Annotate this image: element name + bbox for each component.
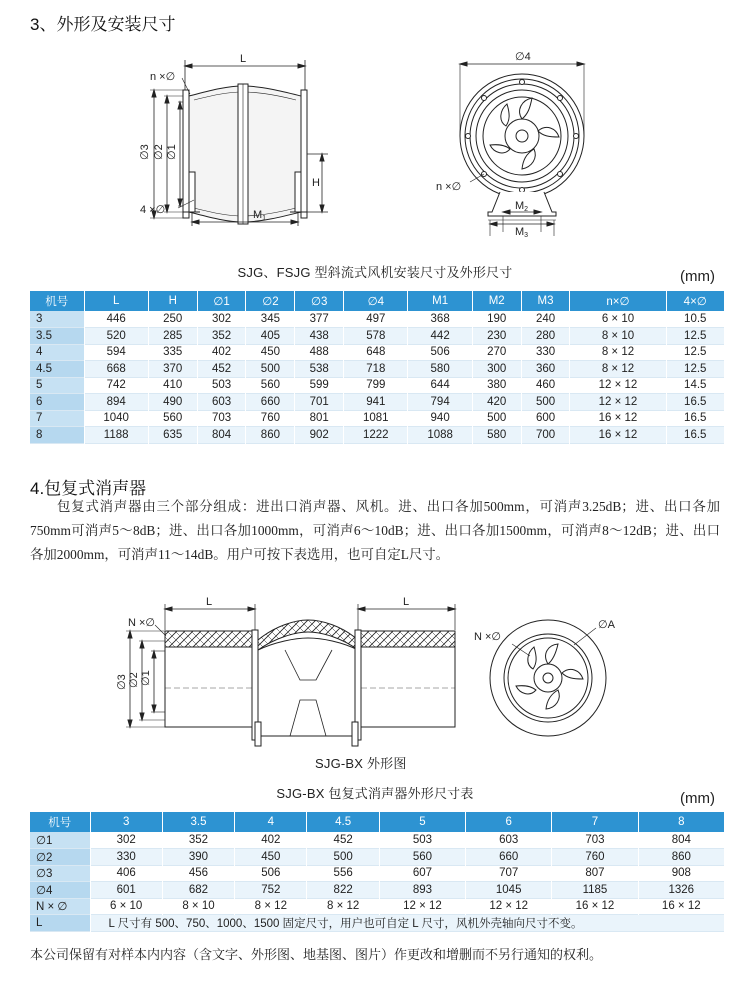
table-cell: 12.5: [666, 328, 725, 345]
table-cell: 420: [472, 394, 521, 411]
table-cell: 682: [162, 882, 234, 899]
table-cell: 520: [84, 328, 148, 345]
table-cell: 1326: [638, 882, 724, 899]
table-row-L: [30, 915, 725, 932]
table-cell: 556: [307, 865, 379, 882]
table-cell: 452: [307, 832, 379, 849]
row-label-cell: 3.5: [30, 328, 84, 345]
diagram2-caption: SJG-BX 外形图: [315, 756, 407, 771]
table-cell: 438: [295, 328, 344, 345]
table-cell: 285: [148, 328, 197, 345]
table-row: [30, 377, 725, 394]
table-cell: 668: [84, 361, 148, 378]
table-cell: 603: [466, 832, 552, 849]
table-header-cell: H: [148, 291, 197, 311]
table-header-cell: 5: [379, 812, 465, 832]
table-cell: 12 × 12: [379, 898, 465, 915]
table-cell: 560: [379, 849, 465, 866]
table-header-cell: M2: [472, 291, 521, 311]
table-cell: 405: [246, 328, 295, 345]
dim-d1-bx: ∅1: [140, 670, 152, 686]
table-cell: 635: [148, 427, 197, 444]
table-cell: 807: [552, 865, 638, 882]
row-label-cell: 8: [30, 427, 84, 444]
table-cell: 1222: [344, 427, 408, 444]
table-cell: 302: [90, 832, 162, 849]
row-label-cell: N × ∅: [30, 898, 90, 915]
table-cell: 1040: [84, 410, 148, 427]
table-cell: 894: [84, 394, 148, 411]
table-header-cell: 4×∅: [666, 291, 725, 311]
table-cell: 497: [344, 311, 408, 328]
table-cell: 8 × 12: [570, 361, 666, 378]
table-cell: 752: [235, 882, 307, 899]
table-cell: 250: [148, 311, 197, 328]
table-cell: 406: [90, 865, 162, 882]
table-header-cell: 6: [466, 812, 552, 832]
row-label-cell: 6: [30, 394, 84, 411]
table-cell: 8 × 12: [570, 344, 666, 361]
table-cell: 902: [295, 427, 344, 444]
dim-dA: ∅A: [598, 619, 615, 631]
table-cell: 300: [472, 361, 521, 378]
table-row: [30, 865, 725, 882]
table-header-cell: 7: [552, 812, 638, 832]
table-header-cell: M3: [521, 291, 570, 311]
table-cell: 1045: [466, 882, 552, 899]
table-cell: 742: [84, 377, 148, 394]
table-cell: 500: [521, 394, 570, 411]
table-header-cell: 3.5: [162, 812, 234, 832]
row-label-cell: ∅2: [30, 849, 90, 866]
table1-caption: SJG、FSJG 型斜流式风机安装尺寸及外形尺寸: [237, 265, 513, 280]
table-cell: 506: [235, 865, 307, 882]
table-row: [30, 394, 725, 411]
table-cell: 594: [84, 344, 148, 361]
table-cell: 12 × 12: [570, 394, 666, 411]
table-cell: 280: [521, 328, 570, 345]
row-label-cell: 7: [30, 410, 84, 427]
table-cell: 442: [408, 328, 472, 345]
table-cell: 450: [235, 849, 307, 866]
table-cell: 1081: [344, 410, 408, 427]
table-cell: 16 × 12: [638, 898, 724, 915]
table-row: [30, 849, 725, 866]
table-header-cell: n×∅: [570, 291, 666, 311]
table-cell: 335: [148, 344, 197, 361]
dim-d1: ∅1: [166, 144, 178, 160]
table-cell: 390: [162, 849, 234, 866]
table-header-cell: 机号: [30, 291, 84, 311]
dim-L-right: L: [403, 596, 410, 608]
silencer-dimension-table: [30, 812, 725, 932]
dim-L-left: L: [206, 596, 213, 608]
table2-unit: (mm): [680, 790, 715, 807]
table-cell: 488: [295, 344, 344, 361]
table-cell: 599: [295, 377, 344, 394]
table-cell: 538: [295, 361, 344, 378]
table-cell: 600: [521, 410, 570, 427]
table-cell: 703: [552, 832, 638, 849]
table-header-cell: ∅2: [246, 291, 295, 311]
table-cell: 500: [246, 361, 295, 378]
dim-d2: ∅2: [153, 144, 165, 160]
dim-d3-bx: ∅3: [116, 674, 128, 690]
table-row: [30, 344, 725, 361]
dim-d3: ∅3: [139, 144, 151, 160]
dim-H: H: [312, 177, 320, 189]
table-cell: 607: [379, 865, 465, 882]
table-cell: 452: [197, 361, 246, 378]
table-cell: 940: [408, 410, 472, 427]
table-header-cell: 机号: [30, 812, 90, 832]
dim-M1: M1: [253, 209, 267, 222]
dim-M2: M2: [515, 200, 529, 213]
table-cell: 6 × 10: [90, 898, 162, 915]
table-cell: 8 × 10: [162, 898, 234, 915]
table-cell: 8 × 10: [570, 328, 666, 345]
section-4-title: 4.包复式消声器: [30, 479, 147, 498]
table-header-cell: ∅3: [295, 291, 344, 311]
table-cell: 190: [472, 311, 521, 328]
footer-notice: 本公司保留有对样本内内容（含文字、外形图、地基图、图片）作更改和增删而不另行通知的权利。: [30, 947, 603, 962]
table-cell: 16 × 12: [570, 410, 666, 427]
table-cell: 330: [521, 344, 570, 361]
table-cell: 456: [162, 865, 234, 882]
table-cell: 460: [521, 377, 570, 394]
table-header-cell: M1: [408, 291, 472, 311]
dim-nx-right: n ×∅: [436, 181, 462, 193]
dim-nx: n ×∅: [150, 71, 176, 83]
table-cell: 16 × 12: [552, 898, 638, 915]
fan-outline-diagram: [0, 40, 750, 260]
table-cell: 644: [408, 377, 472, 394]
table-cell: 8 × 12: [235, 898, 307, 915]
table-row: [30, 427, 725, 444]
table-cell: 12 × 12: [570, 377, 666, 394]
dim-d2-bx: ∅2: [128, 672, 140, 688]
row-label-cell: ∅1: [30, 832, 90, 849]
table-row: [30, 361, 725, 378]
table-cell: 352: [162, 832, 234, 849]
table-cell: 16.5: [666, 427, 725, 444]
table-cell: 360: [521, 361, 570, 378]
l-note-cell: L 尺寸有 500、750、1000、1500 固定尺寸，用户也可自定 L 尺寸，风机外壳轴向尺寸不变。: [90, 915, 725, 932]
table-cell: 16 × 12: [570, 427, 666, 444]
table-cell: 1188: [84, 427, 148, 444]
row-label-cell: 3: [30, 311, 84, 328]
table-header-cell: ∅1: [197, 291, 246, 311]
table-cell: 380: [472, 377, 521, 394]
dim-M3: M3: [515, 226, 529, 239]
row-label-cell: ∅4: [30, 882, 90, 899]
table-cell: 16.5: [666, 394, 725, 411]
table-cell: 578: [344, 328, 408, 345]
table-cell: 345: [246, 311, 295, 328]
table-cell: 760: [552, 849, 638, 866]
dim-Nx: N ×∅: [128, 617, 156, 629]
table-cell: 603: [197, 394, 246, 411]
row-label-cell: 4.5: [30, 361, 84, 378]
table-header-cell: 4.5: [307, 812, 379, 832]
table-header-cell: 4: [235, 812, 307, 832]
table-cell: 12.5: [666, 344, 725, 361]
table-cell: 822: [307, 882, 379, 899]
table-cell: 660: [466, 849, 552, 866]
table-cell: 580: [408, 361, 472, 378]
table-cell: 648: [344, 344, 408, 361]
section-3-title: 3、外形及安装尺寸: [30, 15, 176, 34]
table-cell: 10.5: [666, 311, 725, 328]
table-row: [30, 898, 725, 915]
dim-Nx-right: N ×∅: [474, 631, 502, 643]
table-cell: 718: [344, 361, 408, 378]
dim-4x: 4 ×∅: [140, 204, 166, 216]
table-cell: 240: [521, 311, 570, 328]
table-cell: 402: [197, 344, 246, 361]
table-row: [30, 311, 725, 328]
table-cell: 270: [472, 344, 521, 361]
table-cell: 500: [472, 410, 521, 427]
table-cell: 860: [246, 427, 295, 444]
table-row: [30, 882, 725, 899]
section-4-paragraph: 包复式消声器由三个部分组成：进出口消声器、风机。进、出口各加500mm，可消声3.25dB；进、出口各加750mm可消声5～8dB；进、出口各加1000mm，可消声6～10dB；进、出口各加1500mm，可消声8～12dB；进、出口各加2000mm，可消声11～14dB。用户可按下表选用，也可自定L尺寸。: [30, 499, 720, 562]
table-cell: 450: [246, 344, 295, 361]
table-cell: 446: [84, 311, 148, 328]
table-header-cell: 3: [90, 812, 162, 832]
table-row: [30, 832, 725, 849]
dim-d4: ∅4: [515, 51, 531, 63]
table-cell: 352: [197, 328, 246, 345]
table-cell: 860: [638, 849, 724, 866]
table-cell: 490: [148, 394, 197, 411]
table-cell: 804: [638, 832, 724, 849]
table-cell: 506: [408, 344, 472, 361]
table-header-cell: 8: [638, 812, 724, 832]
table-cell: 804: [197, 427, 246, 444]
table-cell: 760: [246, 410, 295, 427]
table-cell: 500: [307, 849, 379, 866]
table-cell: 8 × 12: [307, 898, 379, 915]
table-cell: 794: [408, 394, 472, 411]
table-cell: 893: [379, 882, 465, 899]
table-cell: 16.5: [666, 410, 725, 427]
table-cell: 503: [197, 377, 246, 394]
table-cell: 410: [148, 377, 197, 394]
table-cell: 701: [295, 394, 344, 411]
table-cell: 368: [408, 311, 472, 328]
table-cell: 801: [295, 410, 344, 427]
table2-caption: SJG-BX 包复式消声器外形尺寸表: [276, 786, 474, 801]
table-cell: 503: [379, 832, 465, 849]
table-cell: 560: [246, 377, 295, 394]
table-cell: 330: [90, 849, 162, 866]
table-cell: 703: [197, 410, 246, 427]
table-cell: 377: [295, 311, 344, 328]
table-cell: 799: [344, 377, 408, 394]
table-header-cell: L: [84, 291, 148, 311]
table-cell: 302: [197, 311, 246, 328]
table-cell: 707: [466, 865, 552, 882]
table-cell: 601: [90, 882, 162, 899]
table-row: [30, 328, 725, 345]
silencer-outline-diagram: [0, 588, 750, 768]
table-cell: 370: [148, 361, 197, 378]
table-cell: 12.5: [666, 361, 725, 378]
table-cell: 1185: [552, 882, 638, 899]
row-label-cell: ∅3: [30, 865, 90, 882]
table-cell: 908: [638, 865, 724, 882]
table-cell: 660: [246, 394, 295, 411]
table-cell: 12 × 12: [466, 898, 552, 915]
dim-L: L: [240, 53, 247, 65]
fan-dimension-table: [30, 291, 725, 444]
table-cell: 580: [472, 427, 521, 444]
table-cell: 402: [235, 832, 307, 849]
row-label-cell: 5: [30, 377, 84, 394]
table1-unit: (mm): [680, 268, 715, 285]
row-label-cell: 4: [30, 344, 84, 361]
table-cell: 941: [344, 394, 408, 411]
table-cell: 1088: [408, 427, 472, 444]
table-header-cell: ∅4: [344, 291, 408, 311]
row-label-cell: L: [30, 915, 90, 932]
table-cell: 700: [521, 427, 570, 444]
table-cell: 14.5: [666, 377, 725, 394]
table-cell: 560: [148, 410, 197, 427]
table-cell: 230: [472, 328, 521, 345]
table-cell: 6 × 10: [570, 311, 666, 328]
table-row: [30, 410, 725, 427]
